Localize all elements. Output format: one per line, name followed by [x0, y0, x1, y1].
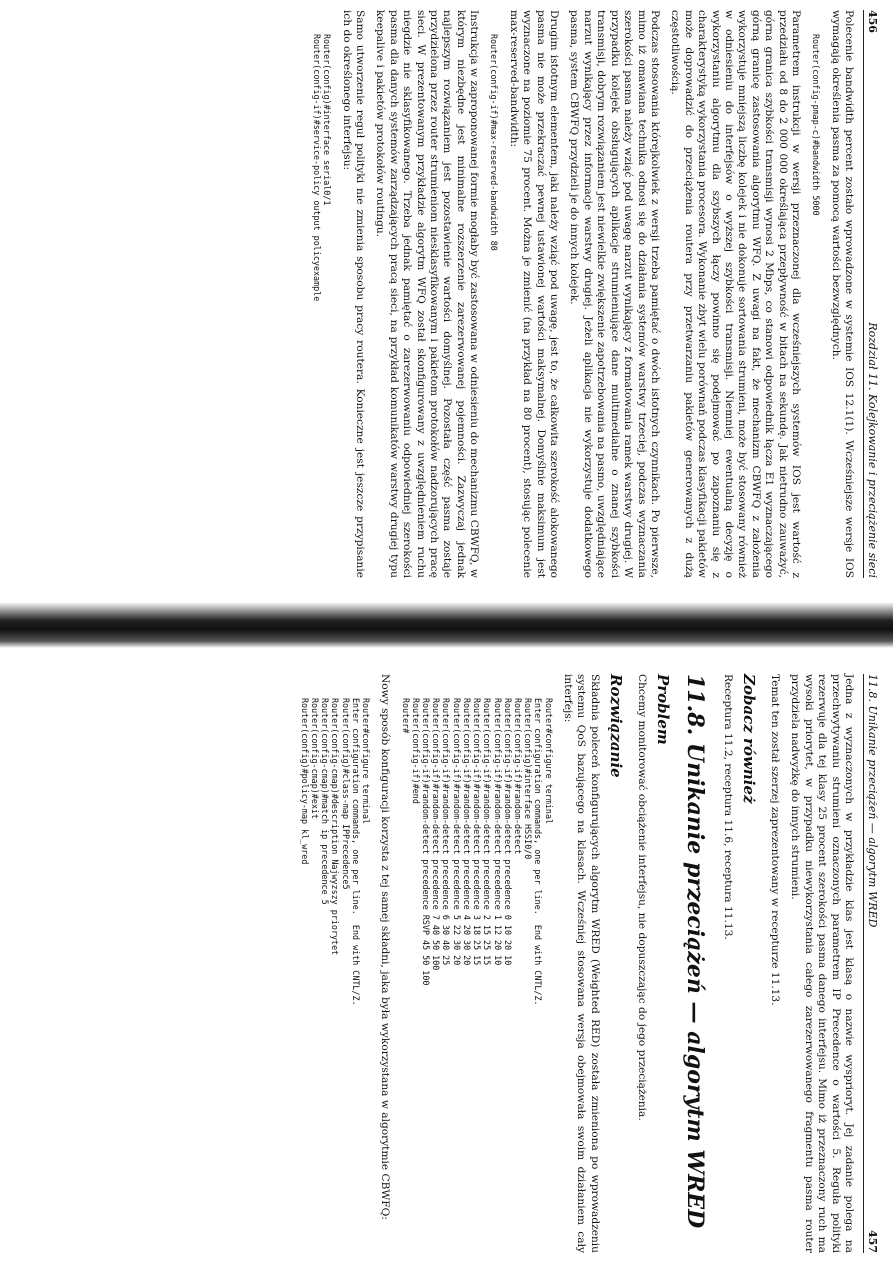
code-block: Router#configure terminal Enter configuration commands, one per line. End with CNTL/Z. Router(config)#interface HSSI0/0 Router(config-if)#random-detect Router(config-if)#random-detect precedence 0 10 20 10 Router(config-if)#random-detect precedence 1 12 20 10 Router(config-if)#random-detect precedence 2 15 25 15 Router(config-if)#random-detect precedence 3 18 25 15 Router(config-if)#random-detect precedence 4 20 30 20 Router(config-if)#random-detect precedence 5 22 30 20 Router(config-if)#random-detect precedence 6 30 40 25 Router(config-if)#random-detect precedence 7 40 50 100 Router(config-if)#random-detect precedence RSVP 45 50 100 Router(config-if)#end Router#	[400, 698, 554, 1006]
paragraph: Samo utworzenie reguł polityki nie zmienia sposobu pracy routera. Konieczne jest jeszcze przypisanie ich do określonego interfejsu:	[340, 10, 366, 578]
section-title: 11.8. Unikanie przeciążeń — algorytm WRED	[682, 674, 709, 1229]
code-block: Router#configure terminal Enter configuration commands, one per line. End with CNTL/Z. Router(config)#class-map IPPrecedence5 Router(config-cmap)#description Najwyzszy priorytet Router(config-cmap)#match ip precedence 5 Router(config-cmap)#exit Router(config)#policy-map kl_wred	[299, 698, 372, 1006]
page-number: 457	[866, 1230, 879, 1253]
problem-text: Chcemy monitorować obciążenie interfejsu, nie dopuszczając do jego przeciążenia.	[636, 674, 649, 1121]
paragraph: Instrukcja w zaproponowanej formie mogłaby być zastosowana w odniesieniu do mechanizmu CBWFQ, w którym niezbędne jest minimalne rozszerzenie zarezerwowanej pojemności. Zazwyczaj jednak najlepszym rozwiązaniem jest pozostawienie wartości domyślnej. Pozostała część pasma zostaje przydzielona przez router strumieniom niesklasyfikowanym i pakietom protokołów nadzorujących pracę sieci. W prezentowanym przykładzie algorytm WFQ został skonfigurowany z uwzględnieniem ruchu niegdzie nie sklasyfikowanego. Trzeba jednak pamiętać o zarezerwowaniu odpowiedniej szerokości pasma dla danych systemów zarządzających pracą sieci, na przykład komunikatów warstwy drugiej typu keepalive i pakietów protokołów routingu.	[374, 10, 481, 578]
solution-text: Składnia poleceń konfigurujących algorytm WRED (Weighted RED) została zmieniona po wprowadzeniu systemu QoS bazującego na klasach. Wcześniej stosowana wersja obejmowała swoim działaniem cały interfejs:	[561, 674, 601, 1253]
see-also-heading: Zobacz również	[739, 674, 758, 804]
paragraph: Podczas stosowania którejkolwiek z wersji trzeba pamiętać o dwóch istotnych czynnikach. Po pierwsze, mimo iż omawiana technika odnosi się do działania systemów warstwy trzeciej, podczas wyznaczania szerokości pasma należy wziąć pod uwagę narzut wynikający z formatowania ramek warstwy drugiej. W przypadku kolejek obsługujących aplikacje strumieniujące dane multimedialne o znanej szybkości transmisji, dobrym rozwiązaniem jest niewielkie zwiększenie zapotrzebowania na pasmo, uwzględniające narzut wynikający przez informacje warstwy drugiej. Jeżeli aplikacja nie wykorzystuje dodatkowego pasma, system CBWFQ przydzieli je do innych kolejek.	[568, 10, 661, 578]
right-page	[0, 650, 893, 1263]
paragraph: Polecenie bandwidth percent zostało wprowadzone w systemie IOS 12.1(1). Wcześniejsze wersje IOS wymagają określenia pasma za pomocą wartości bezwzględnych.	[829, 10, 855, 578]
paragraph: Parametrem instrukcji w wersji przeznaczonej dla wcześniejszych systemów IOS jest wartość z przedziału od 8 do 2 000 000 określająca przepływność w bitach na sekundę. Jak nietrudno zauważyć, górna granica szybkości transmisji wynosi 2 Mbps, co stanowi odpowiednik łącza E1 wyznaczającego górną granicę zastosowania algorytmu WFQ. Z uwagi na fakt, że mechanizm CBWFQ z założenia wykorzystuje mniejszą liczbę kolejek i nie dokonuje sortowania strumieni, może być stosowany również w odniesieniu do interfejsów o wyższej szybkości transmisji. Niemniej ewentualną decyzję o wykorzystaniu algorytmu dla szybszych łączy powinno się podejmować po zapoznaniu się z charakterystyką wykorzystania procesora. Wykonanie zbyt wielu porównań podczas klasyfikacji pakietów może doprowadzić do przeciążenia routera przy przetwarzaniu pakietów generowanych z dużą częstotliwością.	[669, 10, 802, 578]
running-header	[863, 674, 879, 1253]
page-number: 456	[866, 10, 879, 33]
header-title: 11.8. Unikanie przeciążeń — algorytm WRED	[866, 674, 879, 928]
solution-heading: Rozwiązanie	[606, 674, 625, 778]
code-block: Router(config)#interface serial0/1 Router(config-if)#service-policy output policyexample	[311, 34, 333, 302]
left-page	[0, 0, 893, 600]
problem-heading: Problem	[654, 674, 673, 745]
running-header	[863, 10, 879, 578]
paragraph: Drugim istotnym elementem, jaki należy wziąć pod uwagę, jest to, że całkowita szerokość alokowanego pasma nie może przekraczać pewnej ustawionej wartości maksymalnej. Domyślnie maksimum jest wyznaczone na poziomie 75 procent. Można je zmienić (na przykład na 80 procent), stosując polecenie max-reserved-bandwidth:	[507, 10, 561, 578]
paragraph: Temat ten został szerzej zaprezentowany w recepturze 11.13.	[768, 674, 781, 1006]
header-title: Rozdział 11. Kolejkowanie i przeciążenie sieci	[866, 322, 879, 578]
see-also-text: Receptura 11.2, receptura 11.6, receptura 11.13.	[721, 674, 734, 940]
paragraph: Jedna z wyznaczonych w przykładzie klas jest klasą o nazwie wysprioryt. Jej zadanie polega na przechwytywaniu strumieni oznaczonych parametrem IP Precedence o wartości 5. Reguła polityki rezerwuje dla tej klasy 25 procent szerokości pasma danego interfejsu. Mimo iż przeznaczony ruch ma wysoki priorytet, w przypadku niewykorzystania całego zarezerwowanego fragmentu pasma router przydziela nadwyżkę do innych strumieni.	[789, 674, 855, 1253]
paragraph: Nowy sposób konfiguracji korzysta z tej samej składni, jaka była wykorzystana w algorytmie CBWFQ:	[379, 674, 392, 1220]
book-gutter-shadow	[0, 602, 893, 648]
code-block: Router(config-if)#max-reserved-bandwidth 80	[489, 34, 500, 251]
code-block: Router(config-pmap-c)#bandwidth 5000	[811, 34, 822, 216]
